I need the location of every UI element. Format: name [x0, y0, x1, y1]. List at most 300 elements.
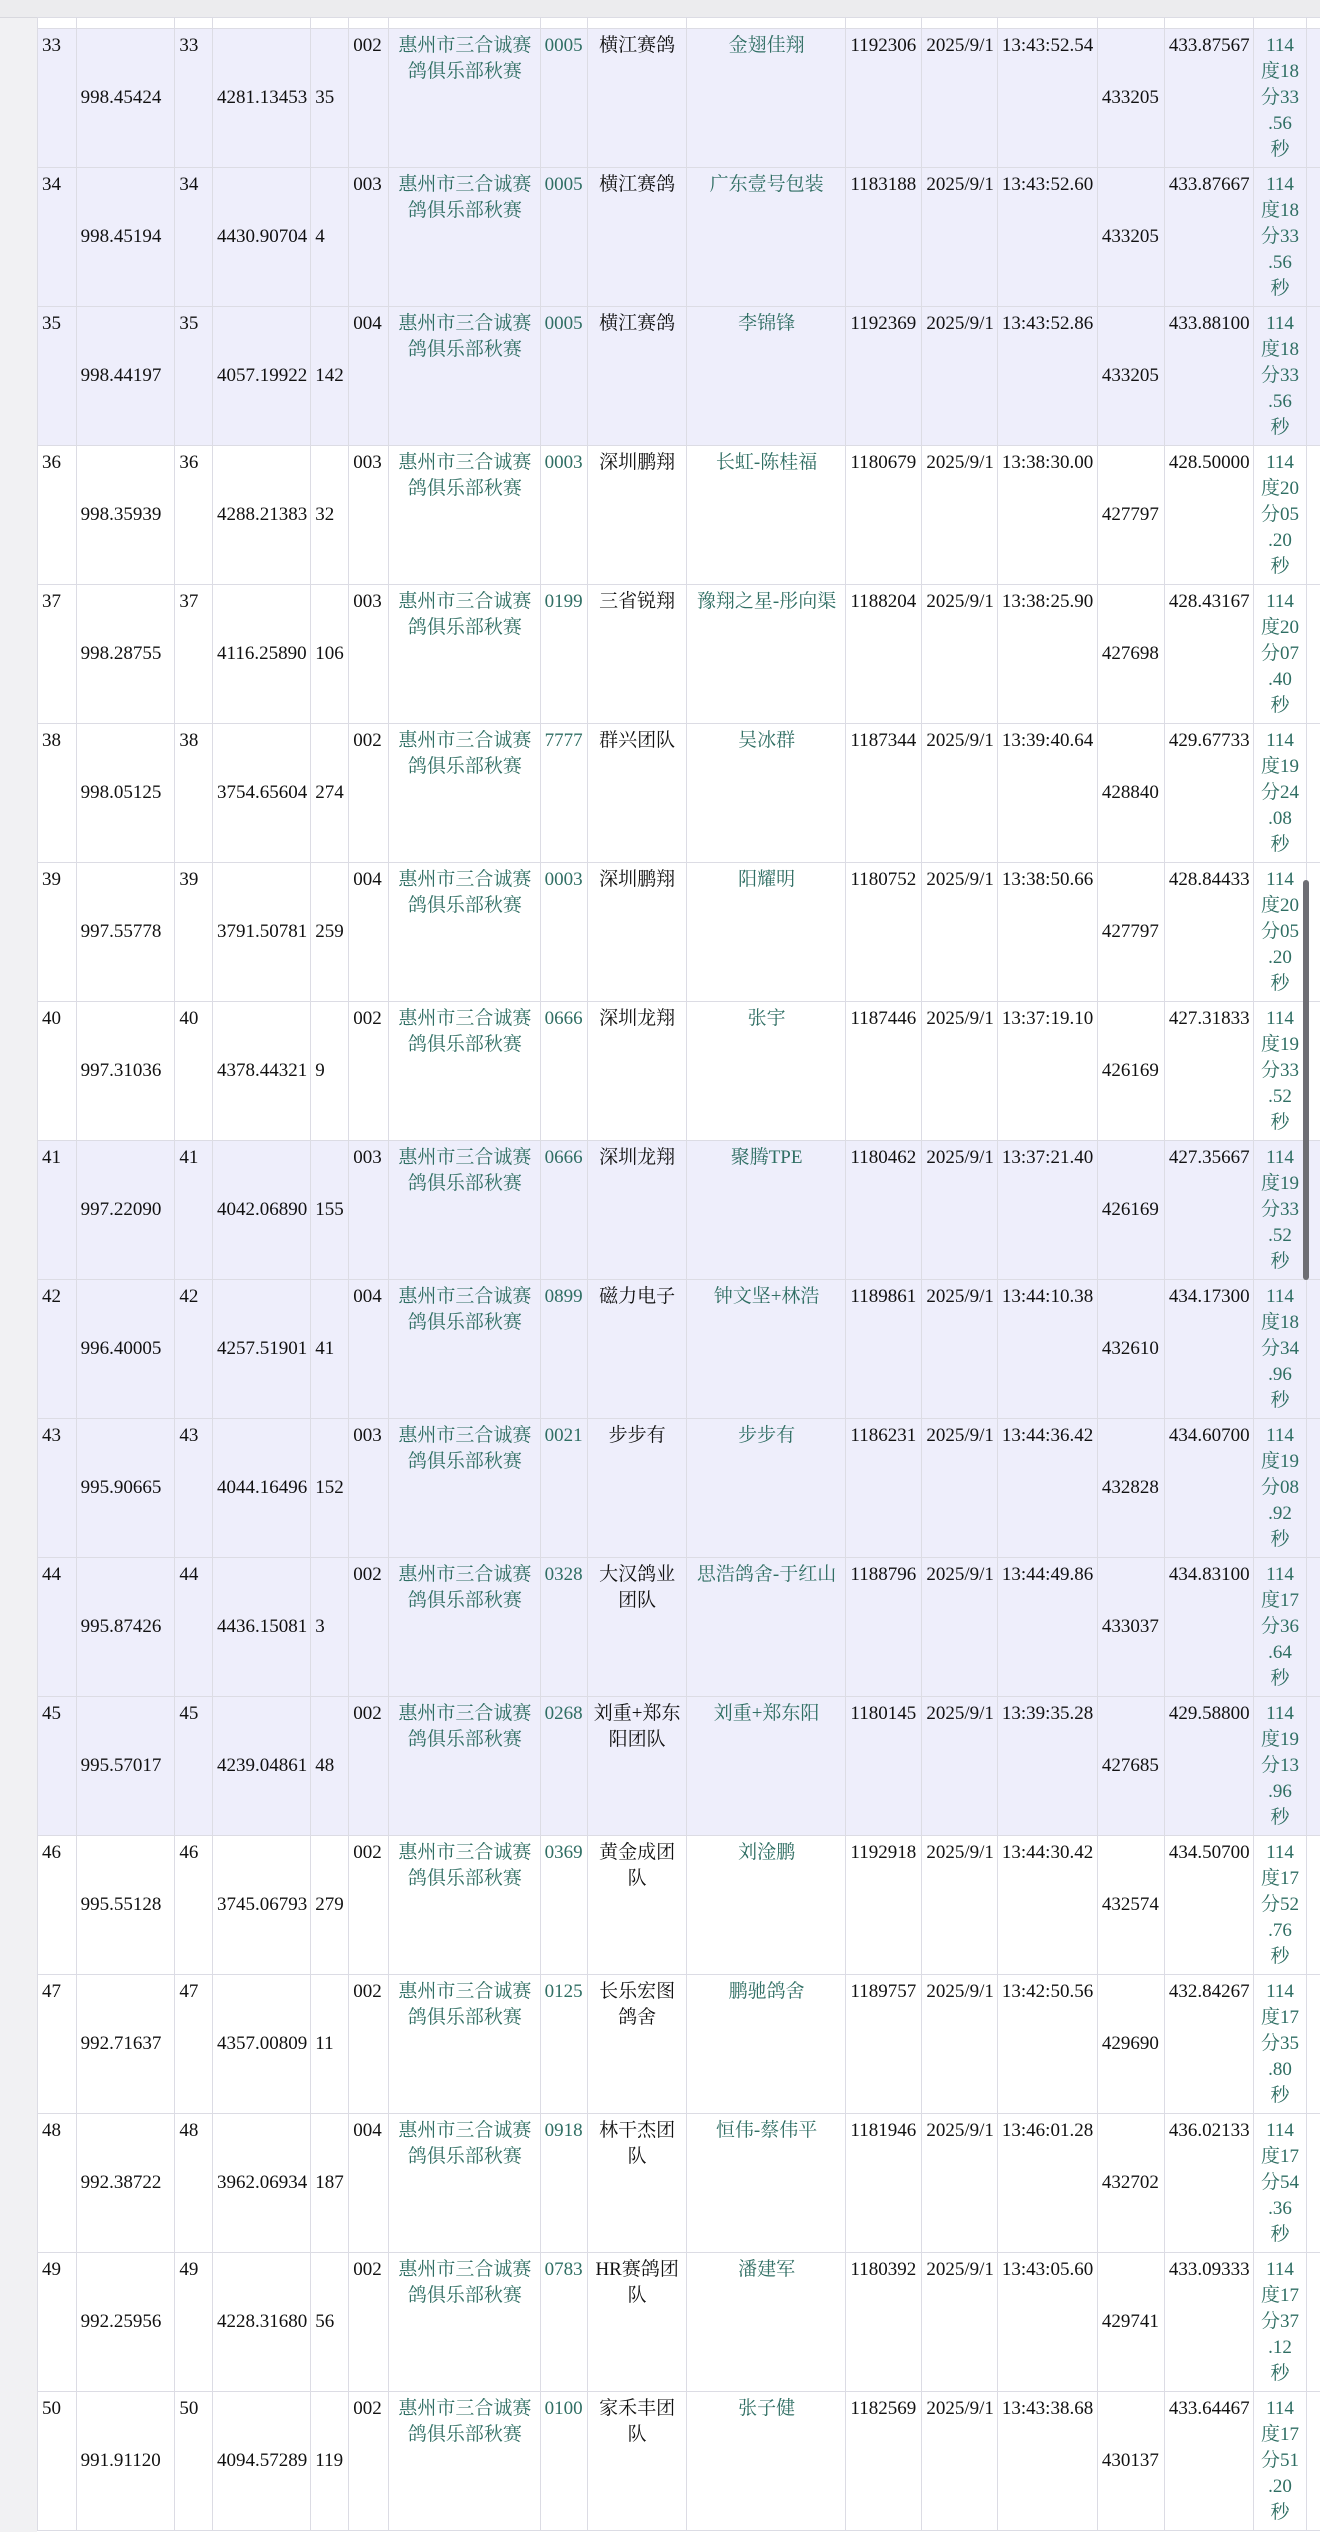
arrival-time-cell: 13:38:30.00: [997, 446, 1097, 585]
date-cell: 2025/9/1: [922, 1280, 998, 1419]
overflow-column-cell: [1307, 1558, 1320, 1697]
count-cell: 259: [311, 863, 349, 1002]
speed-cell: 432.84267: [1164, 1975, 1253, 2114]
id-cell: 433205: [1097, 29, 1164, 168]
rank-cell: 37: [38, 585, 77, 724]
club-code-link[interactable]: 0125: [540, 1975, 587, 2114]
rank-cell: 50: [38, 2392, 77, 2531]
count-cell: 4: [311, 168, 349, 307]
sub-rank-cell: 45: [175, 1697, 213, 1836]
arrival-time-cell: 13:42:50.56: [997, 1975, 1097, 2114]
score-cell: 992.25956: [76, 2253, 175, 2392]
group-cell: 004: [349, 2114, 389, 2253]
distance-cell: 3791.50781: [213, 863, 311, 1002]
group-cell: 002: [349, 1558, 389, 1697]
table-row: [38, 1558, 1320, 1697]
distance-cell: 4044.16496: [213, 1419, 311, 1558]
team-name-cell: HR赛鸽团队: [587, 2253, 686, 2392]
date-cell: 2025/9/1: [922, 724, 998, 863]
flight-duration-link[interactable]: 114度20分05.20秒: [1253, 446, 1306, 585]
owner-name-link[interactable]: 鹏驰鸽舍: [686, 1975, 846, 2114]
group-cell: 004: [349, 1280, 389, 1419]
club-code-link[interactable]: 0369: [540, 1836, 587, 1975]
distance-cell: 4281.13453: [213, 29, 311, 168]
club-code-link[interactable]: 0783: [540, 2253, 587, 2392]
team-name-cell: 横江赛鸽: [587, 168, 686, 307]
table-row: [38, 446, 1320, 585]
flight-duration-link[interactable]: 114度19分13.96秒: [1253, 1697, 1306, 1836]
count-cell: 9: [311, 1002, 349, 1141]
overflow-column-cell: [1307, 1697, 1320, 1836]
team-name-cell: 群兴团队: [587, 724, 686, 863]
overflow-column-cell: [1307, 2392, 1320, 2531]
club-code-link[interactable]: 0268: [540, 1697, 587, 1836]
date-cell: 2025/9/1: [922, 863, 998, 1002]
rank-cell: 44: [38, 1558, 77, 1697]
arrival-time-cell: 13:38:25.90: [997, 585, 1097, 724]
flight-duration-link[interactable]: 114度19分33.52秒: [1253, 1002, 1306, 1141]
count-cell: 119: [311, 2392, 349, 2531]
rank-cell: 47: [38, 1975, 77, 2114]
rank-cell: 39: [38, 863, 77, 1002]
sub-rank-cell: 35: [175, 307, 213, 446]
count-cell: 155: [311, 1141, 349, 1280]
overflow-column-cell: [1307, 724, 1320, 863]
arrival-time-cell: 13:37:21.40: [997, 1141, 1097, 1280]
speed-cell: 434.17300: [1164, 1280, 1253, 1419]
speed-cell: 433.88100: [1164, 307, 1253, 446]
owner-name-link[interactable]: 广东壹号包装: [686, 168, 846, 307]
table-row: [38, 863, 1320, 1002]
race-results-table: [37, 17, 1320, 2531]
rank-cell: 45: [38, 1697, 77, 1836]
ring-number-cell: 1181946: [846, 2114, 922, 2253]
group-cell: 003: [349, 446, 389, 585]
count-cell: 3: [311, 1558, 349, 1697]
arrival-time-cell: 13:39:35.28: [997, 1697, 1097, 1836]
table-row: [38, 29, 1320, 168]
owner-name-link[interactable]: 步步有: [686, 1419, 846, 1558]
sub-rank-cell: 39: [175, 863, 213, 1002]
speed-cell: 429.67733: [1164, 724, 1253, 863]
table-row: [38, 585, 1320, 724]
flight-duration-link[interactable]: 114度19分33.52秒: [1253, 1141, 1306, 1280]
date-cell: 2025/9/1: [922, 446, 998, 585]
distance-cell: 4116.25890: [213, 585, 311, 724]
rank-cell: 48: [38, 2114, 77, 2253]
group-cell: 002: [349, 1836, 389, 1975]
rank-cell: 49: [38, 2253, 77, 2392]
sub-rank-cell: 37: [175, 585, 213, 724]
ring-number-cell: 1180145: [846, 1697, 922, 1836]
ring-number-cell: 1187446: [846, 1002, 922, 1141]
group-cell: 004: [349, 307, 389, 446]
race-name-link[interactable]: 惠州市三合诚赛鸽俱乐部秋赛: [389, 1558, 540, 1697]
distance-cell: 4239.04861: [213, 1697, 311, 1836]
table-row-partial: [38, 18, 1320, 29]
distance-cell: 4436.15081: [213, 1558, 311, 1697]
distance-cell: 3962.06934: [213, 2114, 311, 2253]
distance-cell: 4288.21383: [213, 446, 311, 585]
score-cell: 995.57017: [76, 1697, 175, 1836]
race-name-link[interactable]: 惠州市三合诚赛鸽俱乐部秋赛: [389, 1975, 540, 2114]
score-cell: 998.45194: [76, 168, 175, 307]
count-cell: 32: [311, 446, 349, 585]
table-row: [38, 168, 1320, 307]
sub-rank-cell: 33: [175, 29, 213, 168]
owner-name-link[interactable]: 豫翔之星-彤向渠: [686, 585, 846, 724]
owner-name-link[interactable]: 吴冰群: [686, 724, 846, 863]
race-name-link[interactable]: 惠州市三合诚赛鸽俱乐部秋赛: [389, 1002, 540, 1141]
score-cell: 995.55128: [76, 1836, 175, 1975]
arrival-time-cell: 13:43:38.68: [997, 2392, 1097, 2531]
ring-number-cell: 1192306: [846, 29, 922, 168]
ring-number-cell: 1188204: [846, 585, 922, 724]
owner-name-link[interactable]: 张子健: [686, 2392, 846, 2531]
count-cell: 106: [311, 585, 349, 724]
id-cell: 427698: [1097, 585, 1164, 724]
results-page: [37, 17, 1320, 2532]
flight-duration-link[interactable]: 114度19分08.92秒: [1253, 1419, 1306, 1558]
count-cell: 48: [311, 1697, 349, 1836]
team-name-cell: 步步有: [587, 1419, 686, 1558]
table-row: [38, 1002, 1320, 1141]
owner-name-link[interactable]: 恒伟-蔡伟平: [686, 2114, 846, 2253]
ring-number-cell: 1189861: [846, 1280, 922, 1419]
table-row: [38, 1280, 1320, 1419]
table-row: [38, 2392, 1320, 2531]
club-code-link[interactable]: 0918: [540, 2114, 587, 2253]
group-cell: 002: [349, 1002, 389, 1141]
arrival-time-cell: 13:43:05.60: [997, 2253, 1097, 2392]
sub-rank-cell: 40: [175, 1002, 213, 1141]
id-cell: 426169: [1097, 1141, 1164, 1280]
group-cell: 003: [349, 585, 389, 724]
race-name-link[interactable]: 惠州市三合诚赛鸽俱乐部秋赛: [389, 724, 540, 863]
count-cell: 187: [311, 2114, 349, 2253]
ring-number-cell: 1192918: [846, 1836, 922, 1975]
date-cell: 2025/9/1: [922, 29, 998, 168]
flight-duration-link[interactable]: 114度20分07.40秒: [1253, 585, 1306, 724]
overflow-column-cell: [1307, 1836, 1320, 1975]
race-name-link[interactable]: 惠州市三合诚赛鸽俱乐部秋赛: [389, 446, 540, 585]
rank-cell: 43: [38, 1419, 77, 1558]
sub-rank-cell: 44: [175, 1558, 213, 1697]
distance-cell: 4430.90704: [213, 168, 311, 307]
table-row: [38, 2114, 1320, 2253]
club-code-link[interactable]: 0666: [540, 1141, 587, 1280]
team-name-cell: 深圳鹏翔: [587, 446, 686, 585]
id-cell: 427797: [1097, 446, 1164, 585]
id-cell: 429741: [1097, 2253, 1164, 2392]
overflow-column-cell: [1307, 2253, 1320, 2392]
group-cell: 002: [349, 29, 389, 168]
team-name-cell: 家禾丰团队: [587, 2392, 686, 2531]
score-cell: 997.22090: [76, 1141, 175, 1280]
overflow-column-cell: [1307, 307, 1320, 446]
date-cell: 2025/9/1: [922, 1836, 998, 1975]
score-cell: 998.28755: [76, 585, 175, 724]
score-cell: 998.35939: [76, 446, 175, 585]
group-cell: 003: [349, 1141, 389, 1280]
team-name-cell: 横江赛鸽: [587, 29, 686, 168]
race-name-link[interactable]: 惠州市三合诚赛鸽俱乐部秋赛: [389, 29, 540, 168]
table-row: [38, 1975, 1320, 2114]
sub-rank-cell: 43: [175, 1419, 213, 1558]
club-code-link[interactable]: 7777: [540, 724, 587, 863]
owner-name-link[interactable]: 刘淦鹏: [686, 1836, 846, 1975]
arrival-time-cell: 13:37:19.10: [997, 1002, 1097, 1141]
team-name-cell: 林干杰团队: [587, 2114, 686, 2253]
id-cell: 433205: [1097, 168, 1164, 307]
overflow-column-cell: [1307, 2114, 1320, 2253]
distance-cell: 3754.65604: [213, 724, 311, 863]
date-cell: 2025/9/1: [922, 168, 998, 307]
overflow-column-cell: [1307, 1419, 1320, 1558]
vertical-scrollbar[interactable]: [1303, 880, 1309, 1280]
owner-name-link[interactable]: 长虹-陈桂福: [686, 446, 846, 585]
arrival-time-cell: 13:43:52.60: [997, 168, 1097, 307]
rank-cell: 42: [38, 1280, 77, 1419]
score-cell: 998.44197: [76, 307, 175, 446]
owner-name-link[interactable]: 阳耀明: [686, 863, 846, 1002]
arrival-time-cell: 13:38:50.66: [997, 863, 1097, 1002]
flight-duration-link[interactable]: 114度19分24.08秒: [1253, 724, 1306, 863]
date-cell: 2025/9/1: [922, 1697, 998, 1836]
rank-cell: 38: [38, 724, 77, 863]
flight-duration-link[interactable]: 114度18分34.96秒: [1253, 1280, 1306, 1419]
score-cell: 992.38722: [76, 2114, 175, 2253]
speed-cell: 429.58800: [1164, 1697, 1253, 1836]
speed-cell: 433.64467: [1164, 2392, 1253, 2531]
distance-cell: 4257.51901: [213, 1280, 311, 1419]
date-cell: 2025/9/1: [922, 1975, 998, 2114]
id-cell: 432702: [1097, 2114, 1164, 2253]
race-name-link[interactable]: 惠州市三合诚赛鸽俱乐部秋赛: [389, 2114, 540, 2253]
ring-number-cell: 1180752: [846, 863, 922, 1002]
arrival-time-cell: 13:43:52.86: [997, 307, 1097, 446]
id-cell: 429690: [1097, 1975, 1164, 2114]
id-cell: 432828: [1097, 1419, 1164, 1558]
overflow-column-cell: [1307, 1975, 1320, 2114]
speed-cell: 433.87567: [1164, 29, 1253, 168]
group-cell: 002: [349, 1697, 389, 1836]
owner-name-link[interactable]: 聚腾TPE: [686, 1141, 846, 1280]
club-code-link[interactable]: 0021: [540, 1419, 587, 1558]
group-cell: 002: [349, 724, 389, 863]
flight-duration-link[interactable]: 114度18分33.56秒: [1253, 307, 1306, 446]
owner-name-link[interactable]: 刘重+郑东阳: [686, 1697, 846, 1836]
flight-duration-link[interactable]: 114度17分52.76秒: [1253, 1836, 1306, 1975]
team-name-cell: 长乐宏图鸽舍: [587, 1975, 686, 2114]
ring-number-cell: 1188796: [846, 1558, 922, 1697]
date-cell: 2025/9/1: [922, 585, 998, 724]
group-cell: 002: [349, 2253, 389, 2392]
race-name-link[interactable]: 惠州市三合诚赛鸽俱乐部秋赛: [389, 585, 540, 724]
rank-cell: 35: [38, 307, 77, 446]
race-name-link[interactable]: 惠州市三合诚赛鸽俱乐部秋赛: [389, 1697, 540, 1836]
speed-cell: 433.09333: [1164, 2253, 1253, 2392]
team-name-cell: 横江赛鸽: [587, 307, 686, 446]
flight-duration-link[interactable]: 114度17分37.12秒: [1253, 2253, 1306, 2392]
date-cell: 2025/9/1: [922, 2253, 998, 2392]
owner-name-link[interactable]: 思浩鸽舍-于红山: [686, 1558, 846, 1697]
table-row: [38, 724, 1320, 863]
club-code-link[interactable]: 0199: [540, 585, 587, 724]
date-cell: 2025/9/1: [922, 1141, 998, 1280]
count-cell: 11: [311, 1975, 349, 2114]
club-code-link[interactable]: 0005: [540, 307, 587, 446]
distance-cell: 3745.06793: [213, 1836, 311, 1975]
flight-duration-link[interactable]: 114度17分51.20秒: [1253, 2392, 1306, 2531]
owner-name-link[interactable]: 潘建军: [686, 2253, 846, 2392]
sub-rank-cell: 48: [175, 2114, 213, 2253]
owner-name-link[interactable]: 张宇: [686, 1002, 846, 1141]
race-name-link[interactable]: 惠州市三合诚赛鸽俱乐部秋赛: [389, 1419, 540, 1558]
owner-name-link[interactable]: 金翅佳翔: [686, 29, 846, 168]
owner-name-link[interactable]: 李锦锋: [686, 307, 846, 446]
overflow-column-cell: [1307, 29, 1320, 168]
count-cell: 56: [311, 2253, 349, 2392]
table-row: [38, 1419, 1320, 1558]
race-name-link[interactable]: 惠州市三合诚赛鸽俱乐部秋赛: [389, 168, 540, 307]
group-cell: 003: [349, 1419, 389, 1558]
flight-duration-link[interactable]: 114度17分35.80秒: [1253, 1975, 1306, 2114]
race-name-link[interactable]: 惠州市三合诚赛鸽俱乐部秋赛: [389, 2392, 540, 2531]
id-cell: 426169: [1097, 1002, 1164, 1141]
distance-cell: 4042.06890: [213, 1141, 311, 1280]
ring-number-cell: 1186231: [846, 1419, 922, 1558]
count-cell: 142: [311, 307, 349, 446]
score-cell: 995.90665: [76, 1419, 175, 1558]
team-name-cell: 磁力电子: [587, 1280, 686, 1419]
browser-top-bar: [0, 0, 1320, 18]
score-cell: 998.45424: [76, 29, 175, 168]
race-name-link[interactable]: 惠州市三合诚赛鸽俱乐部秋赛: [389, 2253, 540, 2392]
rank-cell: 41: [38, 1141, 77, 1280]
rank-cell: 40: [38, 1002, 77, 1141]
arrival-time-cell: 13:46:01.28: [997, 2114, 1097, 2253]
arrival-time-cell: 13:44:49.86: [997, 1558, 1097, 1697]
arrival-time-cell: 13:44:36.42: [997, 1419, 1097, 1558]
club-code-link[interactable]: 0100: [540, 2392, 587, 2531]
ring-number-cell: 1182569: [846, 2392, 922, 2531]
flight-duration-link[interactable]: 114度18分33.56秒: [1253, 29, 1306, 168]
group-cell: 002: [349, 1975, 389, 2114]
date-cell: 2025/9/1: [922, 2114, 998, 2253]
ring-number-cell: 1187344: [846, 724, 922, 863]
distance-cell: 4057.19922: [213, 307, 311, 446]
rank-cell: 46: [38, 1836, 77, 1975]
speed-cell: 428.43167: [1164, 585, 1253, 724]
table-row: [38, 1836, 1320, 1975]
score-cell: 997.31036: [76, 1002, 175, 1141]
table-row: [38, 2253, 1320, 2392]
sub-rank-cell: 49: [175, 2253, 213, 2392]
race-name-link[interactable]: 惠州市三合诚赛鸽俱乐部秋赛: [389, 863, 540, 1002]
club-code-link[interactable]: 0328: [540, 1558, 587, 1697]
date-cell: 2025/9/1: [922, 2392, 998, 2531]
table-row: [38, 1141, 1320, 1280]
team-name-cell: 深圳鹏翔: [587, 863, 686, 1002]
count-cell: 41: [311, 1280, 349, 1419]
flight-duration-link[interactable]: 114度17分36.64秒: [1253, 1558, 1306, 1697]
sub-rank-cell: 36: [175, 446, 213, 585]
speed-cell: 427.35667: [1164, 1141, 1253, 1280]
team-name-cell: 黄金成团队: [587, 1836, 686, 1975]
owner-name-link[interactable]: 钟文坚+林浩: [686, 1280, 846, 1419]
team-name-cell: 三省锐翔: [587, 585, 686, 724]
ring-number-cell: 1189757: [846, 1975, 922, 2114]
date-cell: 2025/9/1: [922, 1419, 998, 1558]
ring-number-cell: 1180462: [846, 1141, 922, 1280]
date-cell: 2025/9/1: [922, 1002, 998, 1141]
score-cell: 991.91120: [76, 2392, 175, 2531]
date-cell: 2025/9/1: [922, 307, 998, 446]
id-cell: 433037: [1097, 1558, 1164, 1697]
race-name-link[interactable]: 惠州市三合诚赛鸽俱乐部秋赛: [389, 307, 540, 446]
count-cell: 274: [311, 724, 349, 863]
count-cell: 152: [311, 1419, 349, 1558]
club-code-link[interactable]: 0003: [540, 446, 587, 585]
speed-cell: 427.31833: [1164, 1002, 1253, 1141]
flight-duration-link[interactable]: 114度20分05.20秒: [1253, 863, 1306, 1002]
club-code-link[interactable]: 0899: [540, 1280, 587, 1419]
club-code-link[interactable]: 0666: [540, 1002, 587, 1141]
table-row: [38, 1697, 1320, 1836]
speed-cell: 428.84433: [1164, 863, 1253, 1002]
team-name-cell: 刘重+郑东阳团队: [587, 1697, 686, 1836]
group-cell: 003: [349, 168, 389, 307]
sub-rank-cell: 34: [175, 168, 213, 307]
team-name-cell: 深圳龙翔: [587, 1002, 686, 1141]
team-name-cell: 大汉鸽业团队: [587, 1558, 686, 1697]
overflow-column-cell: [1307, 1280, 1320, 1419]
score-cell: 992.71637: [76, 1975, 175, 2114]
race-name-link[interactable]: 惠州市三合诚赛鸽俱乐部秋赛: [389, 1141, 540, 1280]
date-cell: 2025/9/1: [922, 1558, 998, 1697]
id-cell: 427797: [1097, 863, 1164, 1002]
score-cell: 998.05125: [76, 724, 175, 863]
distance-cell: 4378.44321: [213, 1002, 311, 1141]
speed-cell: 436.02133: [1164, 2114, 1253, 2253]
club-code-link[interactable]: 0003: [540, 863, 587, 1002]
speed-cell: 434.60700: [1164, 1419, 1253, 1558]
ring-number-cell: 1180679: [846, 446, 922, 585]
id-cell: 430137: [1097, 2392, 1164, 2531]
rank-cell: 34: [38, 168, 77, 307]
rank-cell: 33: [38, 29, 77, 168]
arrival-time-cell: 13:39:40.64: [997, 724, 1097, 863]
ring-number-cell: 1192369: [846, 307, 922, 446]
race-name-link[interactable]: 惠州市三合诚赛鸽俱乐部秋赛: [389, 1836, 540, 1975]
id-cell: 433205: [1097, 307, 1164, 446]
overflow-column-cell: [1307, 585, 1320, 724]
race-name-link[interactable]: 惠州市三合诚赛鸽俱乐部秋赛: [389, 1280, 540, 1419]
flight-duration-link[interactable]: 114度18分33.56秒: [1253, 168, 1306, 307]
arrival-time-cell: 13:44:10.38: [997, 1280, 1097, 1419]
rank-cell: 36: [38, 446, 77, 585]
sub-rank-cell: 46: [175, 1836, 213, 1975]
overflow-column-cell: [1307, 446, 1320, 585]
club-code-link[interactable]: 0005: [540, 168, 587, 307]
score-cell: 995.87426: [76, 1558, 175, 1697]
flight-duration-link[interactable]: 114度17分54.36秒: [1253, 2114, 1306, 2253]
sub-rank-cell: 41: [175, 1141, 213, 1280]
club-code-link[interactable]: 0005: [540, 29, 587, 168]
score-cell: 997.55778: [76, 863, 175, 1002]
speed-cell: 434.50700: [1164, 1836, 1253, 1975]
